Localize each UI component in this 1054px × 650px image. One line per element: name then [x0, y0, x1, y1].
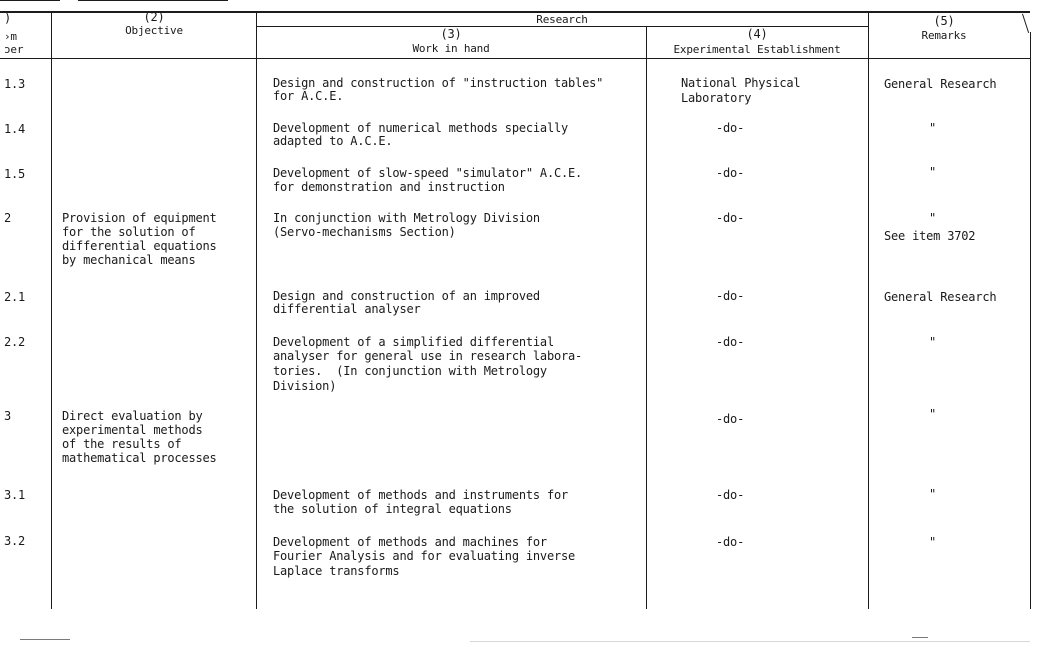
work-text-line: analyser for general use in research labora- [273, 349, 583, 363]
objective-text-line: Direct evaluation by [62, 409, 203, 423]
work-text-line: Development of methods and instruments for [273, 488, 569, 502]
work-text-line: Development of methods and machines for [273, 535, 547, 549]
right-border-curve-top [1022, 14, 1029, 33]
item-number: 1.5 [4, 167, 26, 181]
item-number: 3 [4, 409, 12, 423]
remarks-ditto: " [929, 535, 937, 549]
work-text-line: differential analyser [273, 302, 421, 316]
research-header: Research [536, 13, 588, 26]
column-divider-1 [51, 11, 52, 609]
establishment-text: -do- [716, 289, 745, 303]
objective-text-line: by mechanical means [62, 253, 196, 267]
establishment-text: -do- [716, 166, 745, 180]
work-text-line: Development of slow-speed "simulator" A.C.E. [273, 166, 583, 180]
work-text-line: Fourier Analysis and for evaluating inverse [273, 549, 576, 563]
scan-mark [20, 639, 70, 640]
objective-text-line: of the results of [62, 437, 182, 451]
work-text-line: (Servo-mechanisms Section) [273, 225, 456, 239]
work-text-line: Division) [273, 379, 337, 393]
objective-text-line: mathematical processes [62, 451, 217, 465]
research-group-rule [256, 26, 868, 27]
item-number: 3.1 [4, 488, 26, 502]
establishment-text: -do- [716, 121, 745, 135]
remarks-ditto: " [929, 165, 937, 179]
objective-text-line: for the solution of [62, 225, 196, 239]
top-rule-fragment-left [0, 0, 60, 1]
establishment-text: -do- [716, 535, 745, 549]
work-text-line: the solution of integral equations [273, 502, 512, 516]
establishment-text-line: Laboratory [681, 91, 752, 105]
objective-text-line: experimental methods [62, 423, 203, 437]
column-divider-5 [1030, 32, 1031, 609]
work-text-line: tories. (In conjunction with Metrology [273, 364, 547, 378]
col1-label-line2: ɔer [4, 43, 24, 56]
scan-mark [912, 637, 928, 638]
col3-number: (3) [440, 27, 462, 41]
work-text-line: for demonstration and instruction [273, 180, 505, 194]
col4-header: Experimental Establishment [673, 43, 841, 56]
item-number: 2.1 [4, 290, 26, 304]
column-divider-3 [646, 27, 647, 609]
top-rule-fragment-right [78, 0, 228, 1]
work-text-line: Development of a simplified differential [273, 335, 554, 349]
col2-number: (2) [143, 10, 165, 24]
work-text-line: In conjunction with Metrology Division [273, 211, 540, 225]
remarks-ditto: " [929, 487, 937, 501]
column-divider-2 [256, 11, 257, 609]
column-divider-4 [868, 11, 869, 609]
work-text-line: Development of numerical methods specially [273, 121, 569, 135]
col1-number: ) [4, 11, 12, 25]
work-text-line: Laplace transforms [273, 564, 400, 578]
col3-header: Work in hand [412, 42, 490, 55]
col1-label-line1: ›m [4, 30, 17, 43]
col5-header: Remarks [921, 29, 967, 42]
remarks-ditto: " [929, 121, 937, 135]
remarks-text: General Research [884, 290, 997, 304]
col4-number: (4) [746, 27, 768, 41]
work-text-line: for A.C.E. [273, 89, 344, 103]
item-number: 2 [4, 211, 12, 225]
establishment-text: -do- [716, 488, 745, 502]
header-bottom-rule [0, 58, 1030, 59]
remarks-text: General Research [884, 77, 997, 91]
scan-mark [470, 641, 1030, 642]
objective-text-line: Provision of equipment [62, 211, 217, 225]
col5-number: (5) [933, 14, 955, 28]
work-text-line: Design and construction of "instruction tables" [273, 76, 604, 90]
item-number: 2.2 [4, 335, 26, 349]
remarks-cross-reference: See item 3702 [884, 229, 976, 243]
objective-text-line: differential equations [62, 239, 217, 253]
item-number: 1.4 [4, 122, 26, 136]
establishment-text: -do- [716, 412, 745, 426]
establishment-text: -do- [716, 335, 745, 349]
col2-header: Objective [125, 24, 183, 37]
item-number: 1.3 [4, 77, 26, 91]
item-number: 3.2 [4, 534, 26, 548]
remarks-ditto: " [929, 211, 937, 225]
establishment-text: -do- [716, 211, 745, 225]
establishment-text-line: National Physical [681, 76, 801, 90]
work-text-line: adapted to A.C.E. [273, 134, 393, 148]
work-text-line: Design and construction of an improved [273, 289, 540, 303]
remarks-ditto: " [929, 407, 937, 421]
remarks-ditto: " [929, 335, 937, 349]
